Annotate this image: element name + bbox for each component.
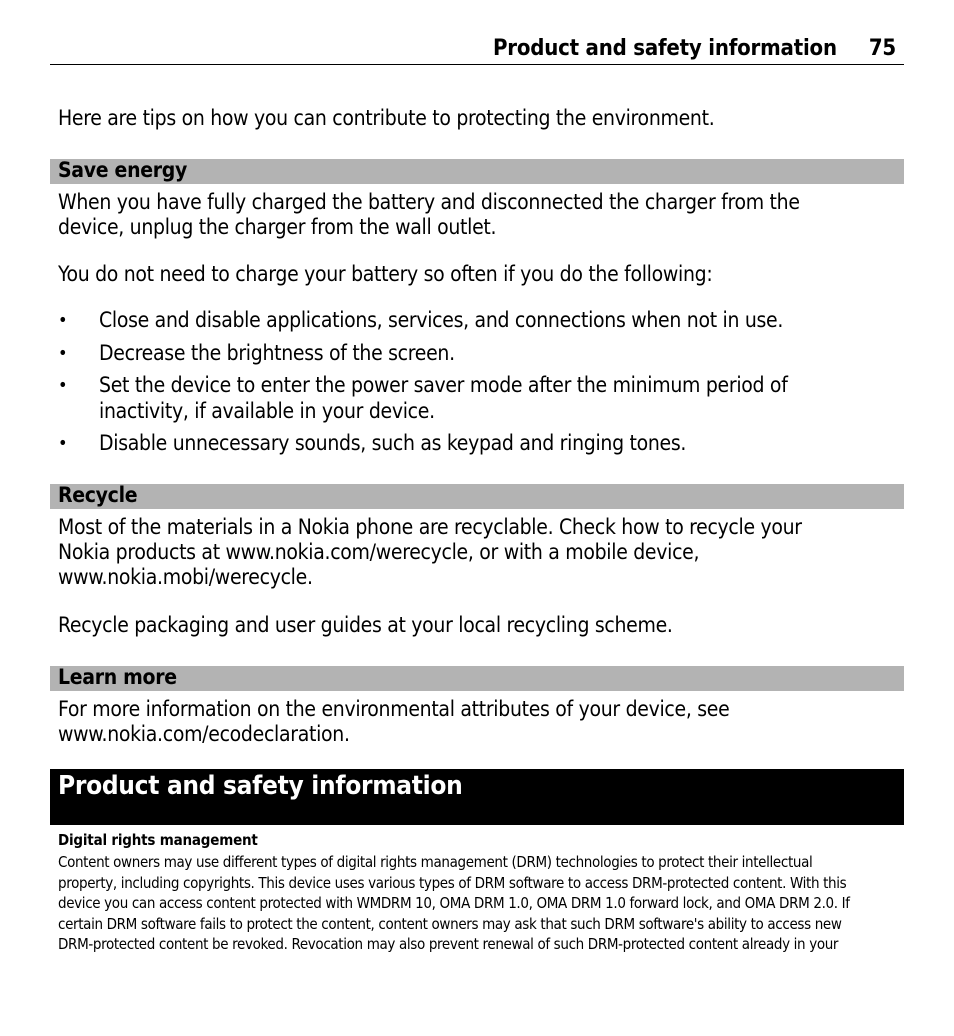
bullet-marker: • (58, 375, 68, 396)
text-line: DRM-protected content be revoked. Revocation may also prevent renewal of such DRM-protected content already in your (58, 935, 839, 954)
list-item-continuation: inactivity, if available in your device. (99, 399, 435, 423)
text-line: For more information on the environmental attributes of your device, see (58, 697, 730, 721)
section-band-recycle (50, 484, 904, 509)
list-item: Set the device to enter the power saver mode after the minimum period of (99, 373, 788, 397)
running-header (50, 36, 904, 65)
text-line: Nokia products at www.nokia.com/werecycle, or with a mobile device, (58, 540, 700, 564)
drm-paragraph (58, 852, 904, 955)
bullet-marker: • (58, 433, 68, 454)
recycle-paragraph-1 (58, 515, 898, 590)
section-band-learn-more (50, 666, 904, 691)
list-item: Disable unnecessary sounds, such as keypad and ringing tones. (99, 431, 687, 455)
save-energy-paragraph-2: You do not need to charge your battery so often if you do the following: (58, 262, 713, 286)
chapter-title: Product and safety information (58, 771, 463, 801)
save-energy-paragraph-1 (58, 190, 898, 240)
list-item: Close and disable applications, services, and connections when not in use. (99, 308, 784, 332)
text-line: www.nokia.mobi/werecycle. (58, 565, 313, 589)
text-line: certain DRM software fails to protect the content, content owners may ask that such DRM software's ability to access new (58, 914, 842, 933)
text-line: Most of the materials in a Nokia phone are recyclable. Check how to recycle your (58, 515, 802, 539)
save-energy-heading: Save energy (58, 158, 188, 182)
section-band-save-energy (50, 159, 904, 184)
recycle-heading: Recycle (58, 483, 138, 507)
learn-more-paragraph (58, 697, 898, 747)
text-line: www.nokia.com/ecodeclaration. (58, 722, 350, 746)
text-line: device, unplug the charger from the wall outlet. (58, 215, 497, 239)
intro-paragraph: Here are tips on how you can contribute to protecting the environment. (58, 106, 715, 130)
chapter-title-bar (50, 769, 904, 825)
text-line: device you can access content protected with WMDRM 10, OMA DRM 1.0, OMA DRM 1.0 forward lock, and OMA DRM 2.0. If (58, 894, 850, 913)
running-header-title: Product and safety information (492, 36, 837, 61)
text-line: When you have fully charged the battery and disconnected the charger from the (58, 190, 800, 214)
bullet-marker: • (58, 343, 68, 364)
text-line: Content owners may use different types of digital rights management (DRM) technologies to protect their intellectual (58, 853, 813, 871)
text-line: property, including copyrights. This device uses various types of DRM software to access DRM-protected content. With this (58, 873, 847, 892)
recycle-paragraph-2: Recycle packaging and user guides at your local recycling scheme. (58, 613, 673, 637)
learn-more-heading: Learn more (58, 665, 177, 689)
bullet-marker: • (58, 310, 68, 331)
drm-heading: Digital rights management (58, 831, 258, 849)
page-number: 75 (868, 36, 896, 61)
list-item: Decrease the brightness of the screen. (99, 341, 455, 365)
